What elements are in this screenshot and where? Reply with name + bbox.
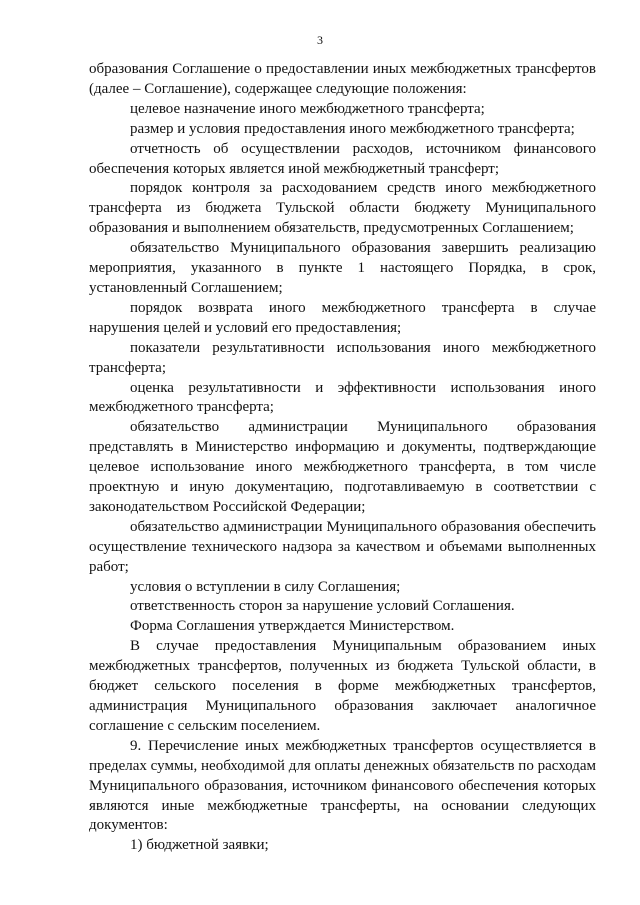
page-number: 3	[317, 33, 323, 47]
paragraph: образования Соглашение о предоставлении иных межбюджетных трансфертов (далее – Соглашение), содержащее следующие положения:	[89, 61, 596, 97]
paragraph: целевое назначение иного межбюджетного трансферта;	[130, 100, 485, 117]
paragraph: показатели результативности использования иного межбюджетного трансферта;	[89, 339, 596, 376]
paragraph: размер и условия предоставления иного межбюджетного трансферта;	[130, 120, 575, 137]
paragraph: порядок возврата иного межбюджетного трансферта в случае нарушения целей и условий его предоставления;	[89, 299, 596, 336]
paragraph: 1) бюджетной заявки;	[130, 837, 269, 854]
paragraph: условия о вступлении в силу Соглашения;	[130, 578, 401, 595]
paragraph: ответственность сторон за нарушение условий Соглашения.	[130, 598, 515, 615]
paragraph: обязательство Муниципального образования завершить реализацию мероприятия, указанного в пункте 1 настоящего Порядка, в срок, установленный Соглашением;	[89, 240, 596, 296]
paragraph: В случае предоставления Муниципальным образованием иных межбюджетных трансфертов, полученных из бюджета Тульской области, в бюджет сельского поселения в форме межбюджетных трансфертов, администрация Муниципального образования заключает аналогичное соглашение с сельским поселением.	[89, 638, 596, 734]
paragraph: 9. Перечисление иных межбюджетных трансфертов осуществляется в пределах суммы, необходимой для оплаты денежных обязательств по расходам Муниципального образования, источником финансового обеспечения которых являются иные межбюджетные трансферты, на основании следующих документов:	[89, 737, 596, 834]
paragraph: обязательство администрации Муниципального образования представлять в Министерство информацию и документы, подтверждающие целевое использование иного межбюджетного трансферта, в том числе проектную и иную документацию, подготавливаемую в соответствии с законодательством Российской Федерации;	[89, 419, 596, 515]
paragraph: порядок контроля за расходованием средств иного межбюджетного трансферта из бюджета Тульской области бюджету Муниципального образования и выполнением обязательств, предусмотренных Соглашением;	[89, 180, 596, 237]
document-body	[89, 60, 596, 856]
paragraph: оценка результативности и эффективности использования иного межбюджетного трансферта;	[89, 379, 596, 416]
paragraph: отчетность об осуществлении расходов, источником финансового обеспечения которых является иной межбюджетный трансферт;	[89, 140, 596, 177]
paragraph: обязательство администрации Муниципального образования обеспечить осуществление технического надзора за качеством и объемами выполненных работ;	[89, 518, 596, 575]
paragraph: Форма Соглашения утверждается Министерством.	[130, 618, 455, 635]
